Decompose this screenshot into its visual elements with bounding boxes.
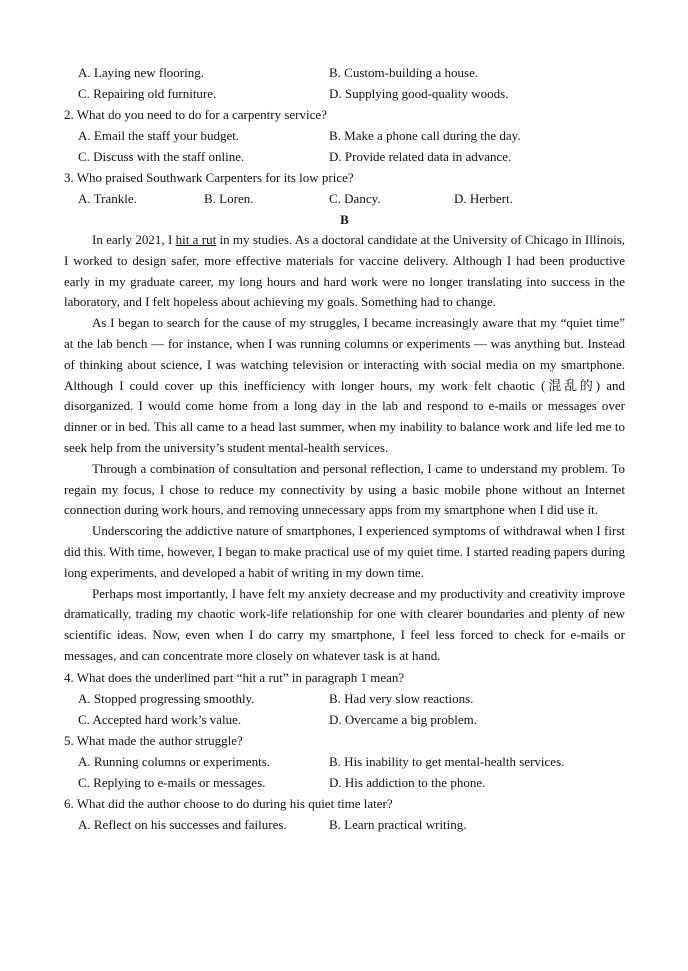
q4-option-c: C. Accepted hard work’s value. [78, 711, 242, 727]
q1-option-c: C. Repairing old furniture. [78, 86, 217, 101]
q6-question: 6. What did the author choose to do during his quiet time later? [64, 795, 393, 811]
q3-option-b: B. Loren. [204, 191, 254, 206]
q2-option-d: D. Provide related data in advance. [329, 149, 512, 164]
section-b-title: B [340, 212, 349, 227]
q3-option-a: A. Trankle. [78, 191, 137, 206]
q1-options-row-1 [64, 62, 625, 83]
passage-paragraph-5: Perhaps most importantly, I have felt my anxiety decrease and my productivity and creativity improve dramatically, trading my chaotic work-life relationship for one with clearer boundaries and plenty of new scientific ideas. Now, even when I do carry my smartphone, I feel less forced to check for e-mails or messages, and can concentrate more closely on whatever task is at hand. [64, 585, 625, 663]
q6-option-b: B. Learn practical writing. [329, 816, 467, 832]
q5-option-c: C. Replying to e-mails or messages. [78, 774, 266, 790]
q4-question: 4. What does the underlined part “hit a rut” in paragraph 1 mean? [64, 669, 405, 685]
q3-option-c: C. Dancy. [329, 191, 381, 206]
q2-option-a: A. Email the staff your budget. [78, 128, 240, 143]
q5-options-row-1 [64, 751, 625, 772]
passage-paragraph-3: Through a combination of consultation and personal reflection, I came to understand my problem. To regain my focus, I chose to reduce my connectivity by using a basic mobile phone without an Internet connection during work hours, and removing unnecessary apps from my smartphone when I did use it. [64, 460, 625, 518]
q3-question: 3. Who praised Southwark Carpenters for its low price? [64, 170, 354, 185]
q6-option-a: A. Reflect on his successes and failures. [78, 816, 287, 832]
q1-options-row-2 [64, 83, 625, 104]
p1-text-before: In early 2021, I [92, 232, 176, 247]
q3-option-d: D. Herbert. [454, 191, 513, 206]
q5-option-d: D. His addiction to the phone. [329, 774, 486, 790]
q2-option-c: C. Discuss with the staff online. [78, 149, 245, 164]
q1-option-d: D. Supplying good-quality woods. [329, 86, 509, 101]
q2-option-b: B. Make a phone call during the day. [329, 128, 521, 143]
passage-paragraph-4: Underscoring the addictive nature of smartphones, I experienced symptoms of withdrawal when I first did this. With time, however, I began to make practical use of my quiet time. I started reading papers during long experiments, and developed a habit of writing in my down time. [64, 523, 625, 580]
exam-page [64, 62, 625, 835]
q2-options-row-1 [64, 125, 625, 146]
q4-option-d: D. Overcame a big problem. [329, 711, 478, 727]
q4-options-row-2 [64, 709, 625, 730]
passage-paragraph-1 [64, 230, 625, 313]
q5-option-a: A. Running columns or experiments. [78, 753, 271, 769]
q1-option-b: B. Custom-building a house. [329, 65, 479, 80]
q4-option-a: A. Stopped progressing smoothly. [78, 690, 255, 706]
q5-options-row-2 [64, 772, 625, 793]
q2-question: 2. What do you need to do for a carpentry service? [64, 107, 327, 122]
q5-option-b: B. His inability to get mental-health services. [329, 753, 565, 769]
underlined-phrase: hit a rut [175, 232, 217, 247]
q2-options-row-2 [64, 146, 625, 167]
q4-option-b: B. Had very slow reactions. [329, 690, 474, 706]
q1-option-a: A. Laying new flooring. [78, 65, 205, 80]
passage-paragraph-2: As I began to search for the cause of my struggles, I became increasingly aware that my “quiet time” at the lab bench — for instance, when I was running columns or experiments — was anything but. Instead of thinking about science, I was watching television or interacting with social media on my smartphone. Although I could cover up this inefficiency with longer hours, my work felt chaotic (混乱的) and disorganized. I would come home from a long day in the lab and respond to e-mails or messages over dinner or in bed. This all came to a head last summer, when my inability to balance work and life led me to seek help from the university’s student mental-health services. [64, 315, 625, 455]
q3-options-row [64, 188, 625, 209]
q6-options-row-1 [64, 814, 625, 835]
p1-text-after: in my studies. As a doctoral candidate at the University of Chicago in Illinois, I worked to design safer, more effective materials for vaccine delivery. Although I had been productive early in my graduate career, my long hours and hard work were no longer translating into success in the laboratory, and I felt hopeless about achieving my goals. Something had to change. [64, 232, 626, 310]
q4-options-row-1 [64, 688, 625, 709]
q5-question: 5. What made the author struggle? [64, 732, 243, 748]
